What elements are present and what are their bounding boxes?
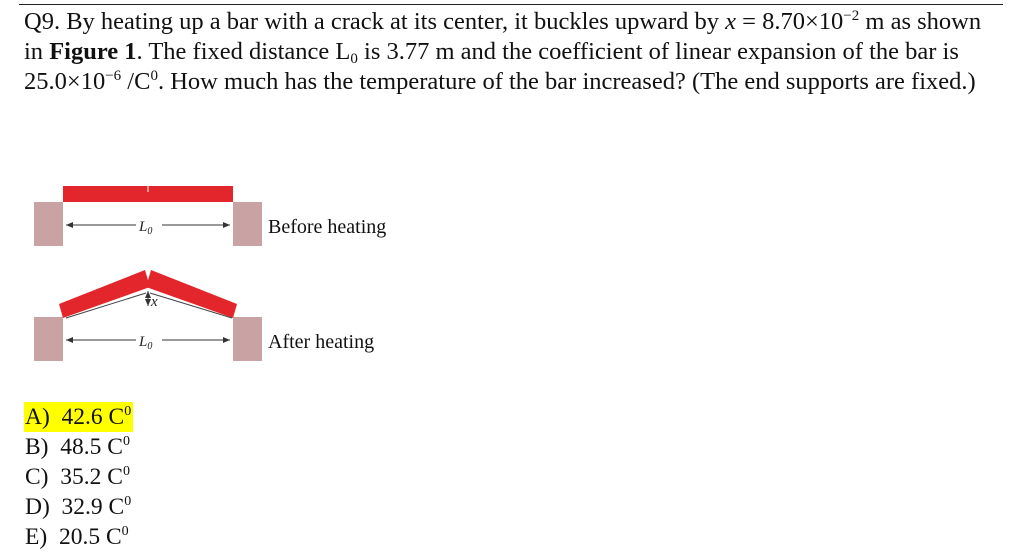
support-left-after: [34, 317, 63, 361]
figure-reference: Figure 1: [49, 38, 137, 65]
support-right-after: [233, 317, 262, 361]
question-number: Q9.: [24, 8, 61, 35]
choice-c[interactable]: C) 35.2 $C^0$: [25, 464, 130, 490]
bar-after-right: [146, 270, 237, 318]
caption-before-heating: Before heating: [268, 216, 387, 238]
figure-1: [0, 0, 420, 400]
answer-choices: [24, 402, 133, 552]
x-label: x: [151, 294, 158, 310]
choice-d[interactable]: D) 32.9 $C^0$: [25, 494, 132, 520]
length-label-before: $L_0$: [139, 219, 153, 237]
choice-a[interactable]: A) 42.6 $C^0$: [25, 404, 132, 430]
caption-after-heating: After heating: [268, 331, 375, 353]
support-left-before: [34, 202, 63, 246]
question-text: Q9. By heating up a bar with a crack at its center, it buckles upward by $x = 8.70\times 10^{-2}$ m as shown in Figure 1. The fixed distance $L_0$ is 3.77 m and the coefficient of linear expansion of the bar is $25.0\times 10^{-6}$ $/C^0$. How much has the temperature of the bar increased? (The end supports are fixed.): [24, 8, 982, 95]
support-right-before: [233, 202, 262, 246]
var-x: x: [725, 8, 737, 35]
bar-after-left: [59, 270, 150, 318]
choice-b[interactable]: B) 48.5 $C^0$: [25, 434, 130, 460]
length-label-after: $L_0$: [139, 334, 153, 352]
choice-e[interactable]: E) 20.5 $C^0$: [25, 524, 129, 550]
